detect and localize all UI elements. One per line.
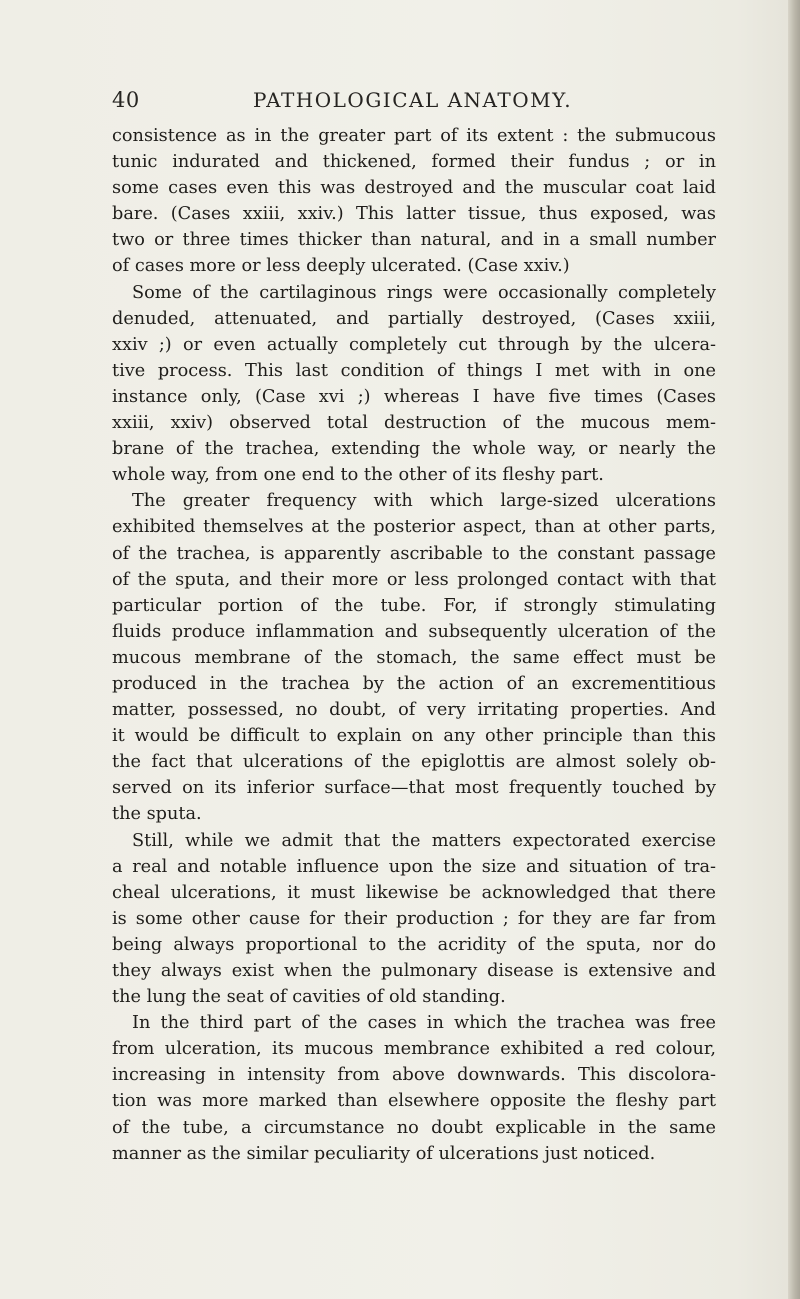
text-line: produced in the trachea by the action of an excrementitious <box>112 673 716 694</box>
text-line: from ulceration, its mucous membrance exhibited a red colour, <box>112 1039 716 1060</box>
text-line: it would be difficult to explain on any other principle than this <box>112 726 716 747</box>
text-line: of cases more or less deeply ulcerated. (Case xxiv.) <box>112 256 570 277</box>
text-line: mucous membrane of the stomach, the same effect must be <box>112 647 716 668</box>
text-line: of the tube, a circumstance no doubt explicable in the same <box>112 1117 716 1138</box>
text-line: tive process. This last condition of things I met with in one <box>112 360 716 381</box>
text-line: being always proportional to the acridity of the sputa, nor do <box>112 934 716 955</box>
text-line: is some other cause for their production ; for they are far from <box>112 908 716 929</box>
text-line: cheal ulcerations, it must likewise be acknowledged that there <box>112 882 716 903</box>
text-line: increasing in intensity from above downwards. This discolora- <box>112 1065 716 1086</box>
text-line: two or three times thicker than natural, and in a small number <box>112 230 716 251</box>
text-line: they always exist when the pulmonary disease is extensive and <box>112 961 716 981</box>
page-edge-shadow <box>788 0 800 1299</box>
text-line: served on its inferior surface—that most frequently touched by <box>112 778 716 799</box>
text-line: denuded, attenuated, and partially destroyed, (Cases xxiii, <box>112 308 716 329</box>
text-line: bare. (Cases xxiii, xxiv.) This latter tissue, thus exposed, was <box>112 204 716 225</box>
text-line: the sputa. <box>112 804 202 825</box>
text-line: consistence as in the greater part of its extent : the submucous <box>112 126 716 146</box>
text-line: the lung the seat of cavities of old standing. <box>112 987 506 1008</box>
page-number: 40 <box>112 88 140 112</box>
text-line: matter, possessed, no doubt, of very irritating properties. And <box>112 700 716 721</box>
text-line: exhibited themselves at the posterior aspect, than at other parts, <box>112 517 716 538</box>
text-line: some cases even this was destroyed and the muscular coat laid <box>112 178 716 199</box>
text-line: fluids produce inflammation and subsequently ulceration of the <box>112 621 716 642</box>
text-line: xxiv ;) or even actually completely cut through by the ulcera- <box>112 334 716 355</box>
text-line: manner as the similar peculiarity of ulcerations just noticed. <box>112 1143 656 1164</box>
text-line: In the third part of the cases in which the trachea was free <box>132 1013 716 1034</box>
text-line: tunic indurated and thickened, formed their fundus ; or in <box>112 152 716 173</box>
text-line: xxiii, xxiv) observed total destruction of the mucous mem- <box>112 413 716 434</box>
text-line: Still, while we admit that the matters expectorated exercise <box>132 830 716 851</box>
page-header <box>112 88 692 118</box>
text-line: particular portion of the tube. For, if strongly stimulating <box>112 595 716 616</box>
text-line: of the trachea, is apparently ascribable to the constant passage <box>112 543 716 564</box>
text-line: the fact that ulcerations of the epiglottis are almost solely ob- <box>112 752 716 773</box>
running-head: PATHOLOGICAL ANATOMY. <box>253 88 573 112</box>
text-line: Some of the cartilaginous rings were occasionally completely <box>132 282 716 303</box>
text-line: whole way, from one end to the other of its fleshy part. <box>112 465 604 486</box>
text-line: tion was more marked than elsewhere opposite the fleshy part <box>112 1091 716 1112</box>
text-line: instance only, (Case xvi ;) whereas I have five times (Cases <box>112 386 716 407</box>
text-line: a real and notable influence upon the size and situation of tra- <box>112 856 716 877</box>
text-line: of the sputa, and their more or less prolonged contact with that <box>112 569 716 590</box>
body-text <box>112 123 716 1167</box>
text-line: brane of the trachea, extending the whole way, or nearly the <box>112 439 716 460</box>
text-line: The greater frequency with which large-sized ulcerations <box>132 491 716 512</box>
